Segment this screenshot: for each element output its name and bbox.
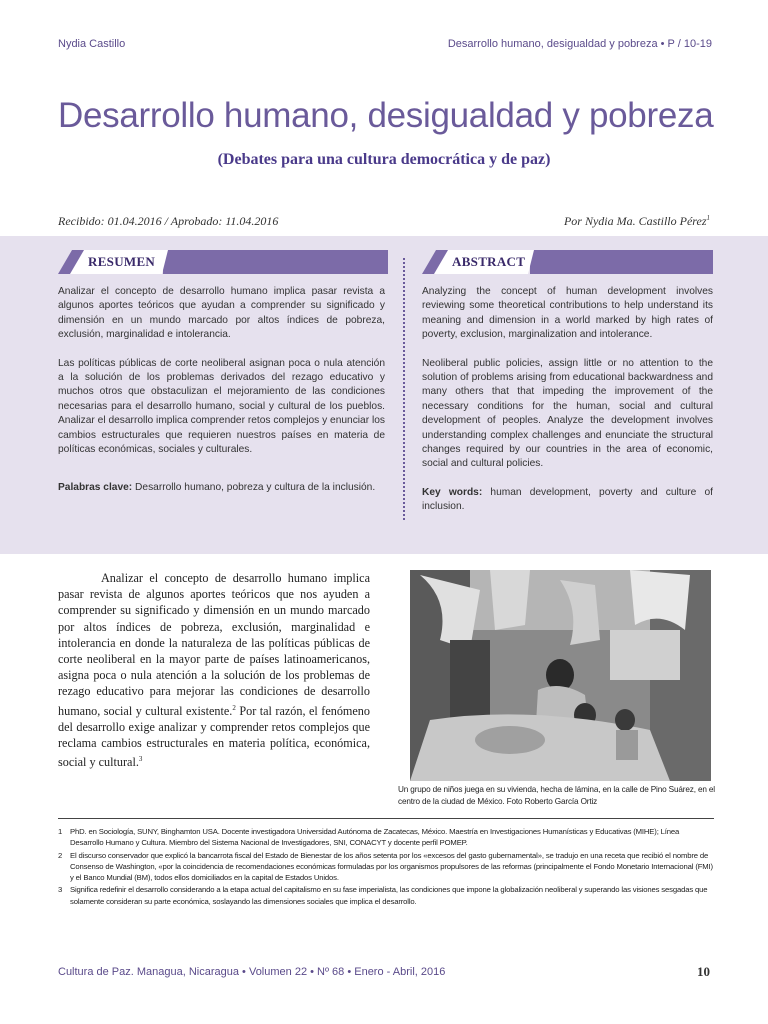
abstract-keywords-text: human development, poverty and culture of inclusion. [422,486,713,513]
photo-caption: Un grupo de niños juega en su vivienda, hecha de lámina, en la calle de Pino Suárez, en el centro de la ciudad de México. Foto Roberto García Ortiz [398,785,715,806]
article-photo [410,570,711,781]
resumen-tab [58,250,168,274]
footnote-text: Significa redefinir el desarrollo considerando a la etapa actual del capitalismo en su fase imperialista, las condiciones que impone la globalización neoliberal y superando las visiones sesgadas que solamente consideran su parte económica, soslayando las dimensiones sociales que implica el desarrollo. [70,885,708,906]
footnote-mark-2: 2 [232,703,236,712]
footnote-text: El discurso conservador que explicó la bancarrota fiscal del Estado de Bienestar de los años setenta por los «excesos del gasto gubernamental», se tradujo en una receta que recibió el nombre de Consenso de Washington, «por la coincidencia de recomendaciones económicas formuladas por los organismos propulsores de las reformas (principalmente el Fondo Monetario Internacional (FMI) y el Banco Mundial (BM), todos ellos domiciliados en la capital de Estados Unidos. [70,850,713,883]
resumen-paragraph-2: Las políticas públicas de corte neoliberal asignan poca o nula atención a la solución de los problemas derivados del rezago educativo y muchos otros que obstaculizan el mejoramiento de las condiciones necesarias para el desarrollo humano, social y cultural de los pueblos. Analizar el desarrollo implica comprender retos complejos y enunciar los cambios estructurales que requieren nuestros países en materia de políticas económicas, sociales y culturales. [58,357,385,456]
abstract-keywords-label: Key words: [422,486,483,498]
resumen-paragraph-1: Analizar el concepto de desarrollo humano implica pasar revista a algunos aportes teóricos que ayudan a comprender su significado y dimensión en un mundo marcado por altos índices de pobreza, exclusión, marginalidad e intolerancia. [58,286,385,341]
author-name: Por Nydia Ma. Castillo Pérez [563,214,707,228]
footnote-2 [58,850,714,884]
resumen-keywords-text: Desarrollo humano, pobreza y cultura de la inclusión. [135,482,376,494]
journal-footer: Cultura de Paz. Managua, Nicaragua • Volumen 22 • Nº 68 • Enero - Abril, 2016 [58,966,446,978]
resumen-bar [163,250,388,274]
body-part-2: Por tal razón, el fenómeno del desarrollo exige analizar y comprender retos complejos que reclama cambios estructurales en materia política, económica, social y cultural. [58,703,370,770]
resumen-keywords-label: Palabras clave: [58,482,133,494]
footnote-number: 3 [58,885,63,895]
abstract-keywords [422,486,713,515]
running-header-author: Nydia Castillo [58,38,126,50]
resumen-column [58,285,385,510]
footnote-separator [58,818,714,819]
footnotes [58,826,714,908]
footnote-mark-3: 3 [138,755,143,764]
article-subtitle: (Debates para una cultura democrática y de paz) [217,151,551,168]
abstract-paragraph-2: Neoliberal public policies, assign little or no attention to the solution of problems arising from educational backwardness and many others that that impeding the improvement of the necessary conditions for the human, social and cultural development of peoples. Analyze the development involves understanding complex challenges and enunciate the structural changes required by our countries in the area of economic, social and cultural policies. [422,357,713,470]
footnote-number: 1 [58,827,63,836]
abstract-heading: ABSTRACT [452,254,526,269]
received-dates: Recibido: 01.04.2016 / Aprobado: 11.04.2016 [58,214,279,228]
body-part-1: Analizar el concepto de desarrollo humano implica pasar revista de algunos aportes teóricos que nos ayuden a comprender su significado y dimensión en un mundo marcado por altos índices de pobreza, exclusión, marginalidad e intolerancia en donde la naturaleza de las políticas públicas de corte neoliberal en la mayor parte de países latinoamericanos, asigna poca o nula atención a la solución de los problemas de rezago educativo para mejorar las condiciones de desarrollo humano, social y cultural existente. [58,571,370,718]
body-paragraph [58,570,370,771]
body-text [58,570,370,771]
author-byline [564,214,710,229]
resumen-heading: RESUMEN [88,254,156,269]
footnote-number: 2 [58,850,63,860]
abstract-bar [530,250,713,274]
resumen-keywords [58,481,385,495]
running-header-title: Desarrollo humano, desigualdad y pobreza • P / 10-19 [447,38,712,50]
author-footnote-mark: 1 [706,214,710,222]
article-title: Desarrollo humano, desigualdad y pobreza [58,96,714,135]
footnote-3 [58,884,714,907]
abstract-tab [422,250,534,274]
abstract-paragraph-1: Analyzing the concept of human development involves reviewing some theoretical contributions to help understand its meaning and dimension in a world marked by high rates of poverty, exclusion, marginalization and intolerance. [422,286,713,341]
page-number: 10 [697,964,710,979]
column-divider [403,258,405,520]
footnote-text: PhD. en Sociología, SUNY, Binghamton USA. Docente investigadora Universidad Autónoma de Zacatecas, México. Maestría en Investigaciones Humanísticas y Educativas (MIHE); Línea Desarrollo Humano y Cultura. Miembro del Sistema Nacional de Investigadores, SNI, CONACYT y docente perfil POMEP. [70,827,680,848]
abstract-column [422,285,713,529]
footnote-1 [58,826,714,849]
